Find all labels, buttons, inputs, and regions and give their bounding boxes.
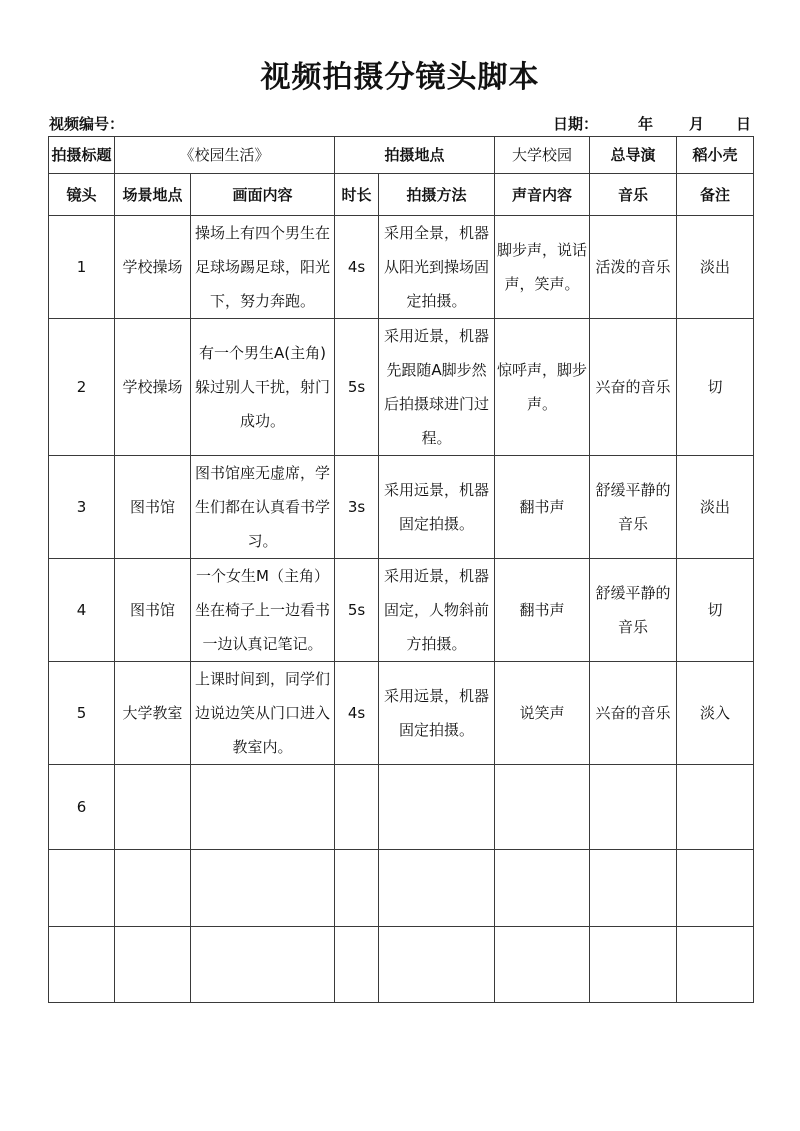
scene-location bbox=[115, 765, 191, 850]
note bbox=[677, 927, 754, 1003]
shooting-method bbox=[379, 850, 495, 927]
note bbox=[677, 765, 754, 850]
shot-number: 3 bbox=[49, 456, 115, 559]
shot-number: 4 bbox=[49, 559, 115, 662]
column-header-sound: 声音内容 bbox=[495, 174, 590, 216]
year-label: 年 bbox=[638, 115, 654, 133]
sound-content bbox=[495, 850, 590, 927]
column-header-shot: 镜头 bbox=[49, 174, 115, 216]
shot-duration: 5s bbox=[335, 559, 379, 662]
music: 舒缓平静的音乐 bbox=[590, 456, 677, 559]
sound-content: 说笑声 bbox=[495, 662, 590, 765]
column-header-duration: 时长 bbox=[335, 174, 379, 216]
music: 兴奋的音乐 bbox=[590, 662, 677, 765]
date-label: 日期： bbox=[553, 115, 599, 133]
shooting-method: 采用近景，机器先跟随A脚步然后拍摄球进门过程。 bbox=[379, 319, 495, 456]
shooting-method bbox=[379, 765, 495, 850]
scene-content bbox=[191, 850, 335, 927]
video-number-label: 视频编号： bbox=[49, 115, 125, 133]
note bbox=[677, 850, 754, 927]
scene-location: 学校操场 bbox=[115, 216, 191, 319]
note: 切 bbox=[677, 559, 754, 662]
scene-location: 图书馆 bbox=[115, 559, 191, 662]
shot-number bbox=[49, 850, 115, 927]
note: 淡出 bbox=[677, 456, 754, 559]
director-label: 总导演 bbox=[590, 137, 677, 174]
scene-location bbox=[115, 927, 191, 1003]
shot-number: 5 bbox=[49, 662, 115, 765]
shot-duration: 5s bbox=[335, 319, 379, 456]
table-row bbox=[49, 319, 754, 456]
scene-location: 大学教室 bbox=[115, 662, 191, 765]
music: 活泼的音乐 bbox=[590, 216, 677, 319]
table-row bbox=[49, 765, 754, 850]
shot-duration bbox=[335, 927, 379, 1003]
shot-duration bbox=[335, 765, 379, 850]
shot-number: 1 bbox=[49, 216, 115, 319]
scene-content: 有一个男生A(主角)躲过别人干扰，射门成功。 bbox=[191, 319, 335, 456]
document-title: 视频拍摄分镜头脚本 bbox=[260, 60, 540, 95]
music bbox=[590, 850, 677, 927]
shoot-title-label: 拍摄标题 bbox=[49, 137, 115, 174]
scene-content: 操场上有四个男生在足球场踢足球，阳光下，努力奔跑。 bbox=[191, 216, 335, 319]
scene-location bbox=[115, 850, 191, 927]
shooting-method: 采用远景，机器固定拍摄。 bbox=[379, 662, 495, 765]
music: 舒缓平静的音乐 bbox=[590, 559, 677, 662]
scene-location: 图书馆 bbox=[115, 456, 191, 559]
storyboard-table bbox=[48, 136, 754, 1003]
note: 切 bbox=[677, 319, 754, 456]
table-row bbox=[49, 216, 754, 319]
sound-content: 翻书声 bbox=[495, 559, 590, 662]
sound-content bbox=[495, 927, 590, 1003]
header-row bbox=[49, 174, 754, 216]
info-row bbox=[49, 137, 754, 174]
column-header-method: 拍摄方法 bbox=[379, 174, 495, 216]
table-row bbox=[49, 456, 754, 559]
column-header-note: 备注 bbox=[677, 174, 754, 216]
shooting-method bbox=[379, 927, 495, 1003]
scene-content: 一个女生M（主角）坐在椅子上一边看书一边认真记笔记。 bbox=[191, 559, 335, 662]
scene-content bbox=[191, 765, 335, 850]
music bbox=[590, 927, 677, 1003]
day-label: 日 bbox=[736, 115, 752, 133]
shoot-title-value: 《校园生活》 bbox=[115, 137, 335, 174]
shot-duration bbox=[335, 850, 379, 927]
location-value: 大学校园 bbox=[495, 137, 590, 174]
table-row bbox=[49, 927, 754, 1003]
scene-location: 学校操场 bbox=[115, 319, 191, 456]
sound-content: 脚步声，说话声，笑声。 bbox=[495, 216, 590, 319]
shooting-method: 采用全景，机器从阳光到操场固定拍摄。 bbox=[379, 216, 495, 319]
month-label: 月 bbox=[689, 115, 705, 133]
column-header-music: 音乐 bbox=[590, 174, 677, 216]
location-label: 拍摄地点 bbox=[335, 137, 495, 174]
shot-duration: 4s bbox=[335, 216, 379, 319]
director-value: 稻小壳 bbox=[677, 137, 754, 174]
shot-number: 6 bbox=[49, 765, 115, 850]
scene-content: 上课时间到，同学们边说边笑从门口进入教室内。 bbox=[191, 662, 335, 765]
sound-content: 翻书声 bbox=[495, 456, 590, 559]
table-row bbox=[49, 662, 754, 765]
sound-content bbox=[495, 765, 590, 850]
table-row bbox=[49, 559, 754, 662]
shooting-method: 采用近景，机器固定，人物斜前方拍摄。 bbox=[379, 559, 495, 662]
shooting-method: 采用远景，机器固定拍摄。 bbox=[379, 456, 495, 559]
shot-number bbox=[49, 927, 115, 1003]
scene-content: 图书馆座无虚席，学生们都在认真看书学习。 bbox=[191, 456, 335, 559]
sound-content: 惊呼声，脚步声。 bbox=[495, 319, 590, 456]
note: 淡出 bbox=[677, 216, 754, 319]
column-header-content: 画面内容 bbox=[191, 174, 335, 216]
column-header-scene: 场景地点 bbox=[115, 174, 191, 216]
table-row bbox=[49, 850, 754, 927]
music: 兴奋的音乐 bbox=[590, 319, 677, 456]
note: 淡入 bbox=[677, 662, 754, 765]
shot-duration: 4s bbox=[335, 662, 379, 765]
scene-content bbox=[191, 927, 335, 1003]
shot-duration: 3s bbox=[335, 456, 379, 559]
shot-number: 2 bbox=[49, 319, 115, 456]
music bbox=[590, 765, 677, 850]
